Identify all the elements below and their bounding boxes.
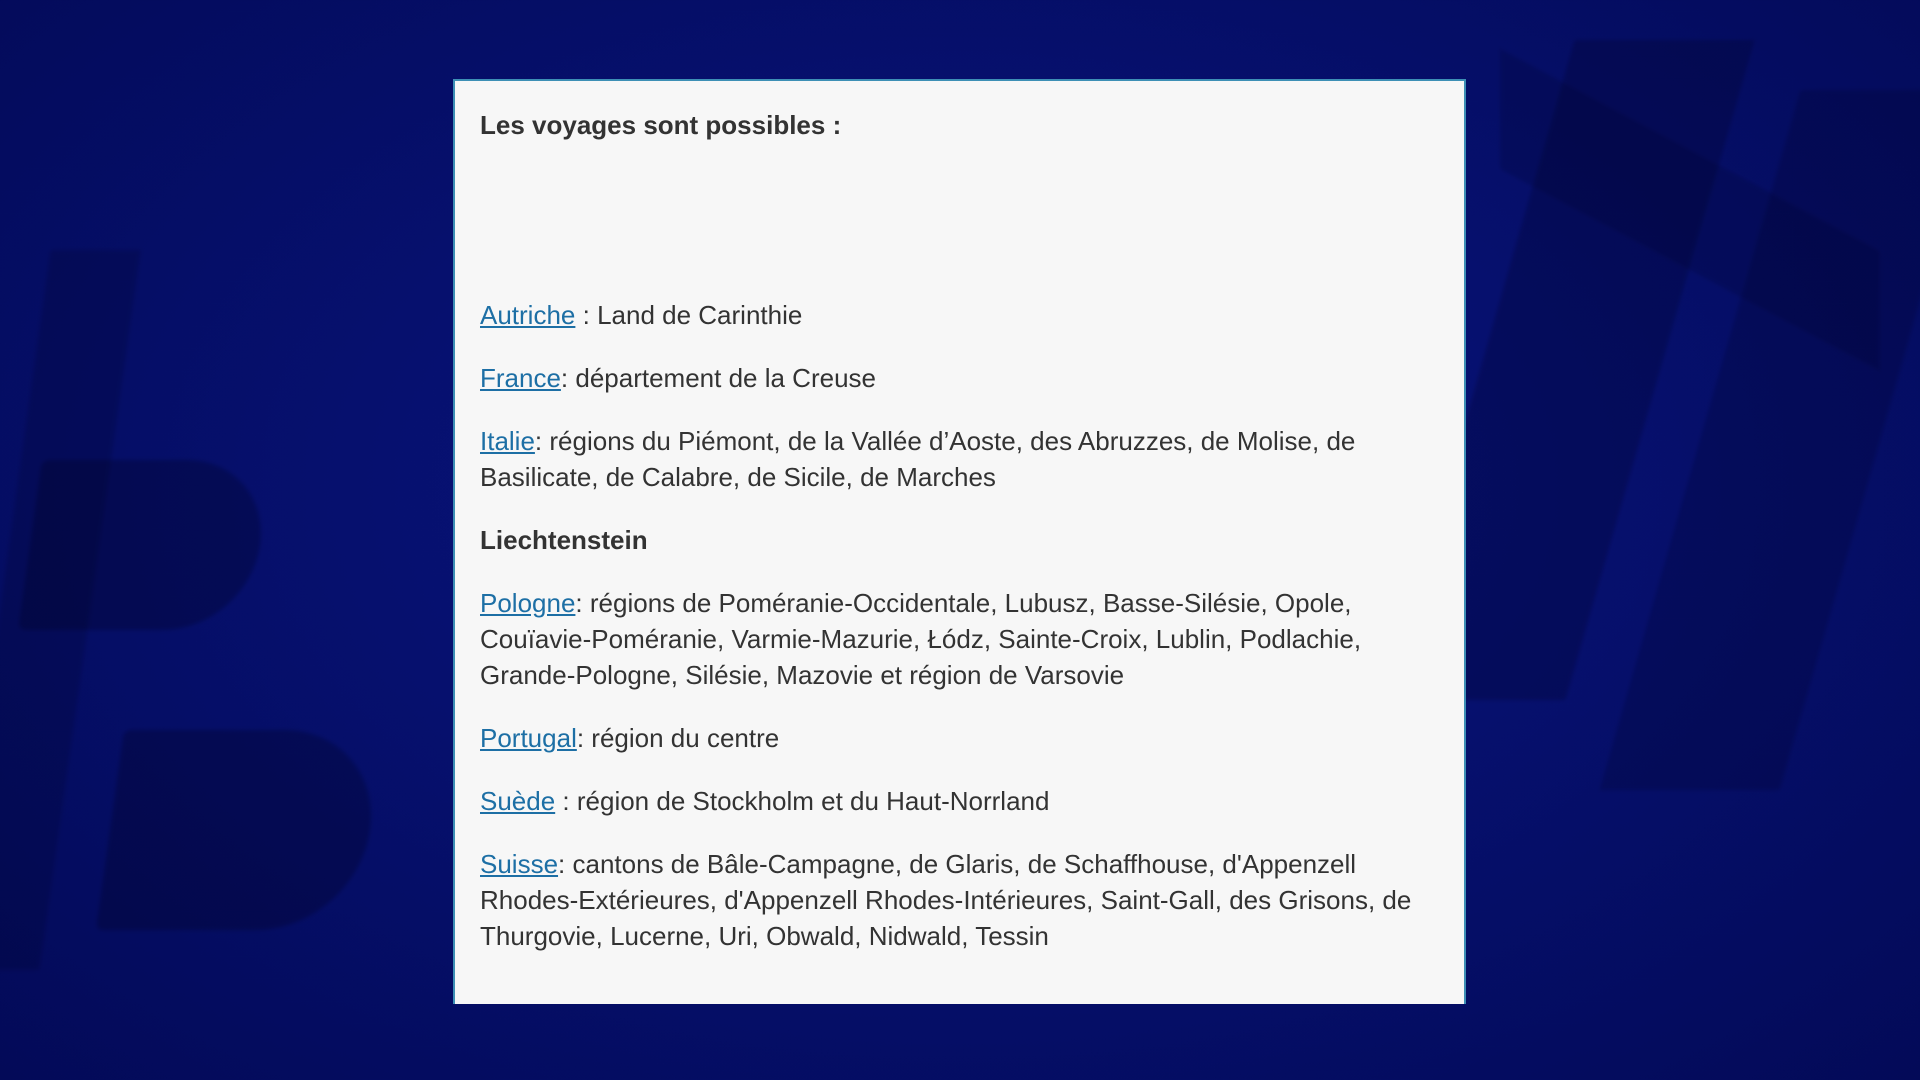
country-label-liechtenstein: Liechtenstein	[480, 525, 648, 555]
entry-autriche	[480, 297, 1440, 333]
country-link-italie[interactable]: Italie	[480, 426, 535, 456]
separator: :	[534, 426, 550, 456]
entry-suisse	[480, 846, 1440, 954]
entry-text: régions du Piémont, de la Vallée d’Aoste, des Abruzzes, de Molise, de Basilicate, de Calabre, de Sicile, de Marches	[480, 426, 1356, 492]
country-link-suisse[interactable]: Suisse	[480, 849, 559, 879]
separator: :	[576, 723, 592, 753]
separator: :	[560, 363, 576, 393]
entry-italie	[480, 423, 1440, 495]
background-letter-b-upper-bowl	[18, 460, 272, 630]
separator: :	[558, 849, 573, 879]
country-link-france[interactable]: France	[480, 363, 561, 393]
separator: :	[575, 300, 598, 330]
country-link-pologne[interactable]: Pologne	[480, 588, 576, 618]
entry-text: région de Stockholm et du Haut-Norrland	[576, 786, 1050, 816]
background-letter-b-lower-bowl	[96, 730, 384, 930]
panel-title: Les voyages sont possibles :	[480, 110, 842, 140]
entry-france	[480, 360, 1440, 396]
country-link-autriche[interactable]: Autriche	[480, 300, 576, 330]
entry-text: Land de Carinthie	[597, 300, 803, 330]
separator: :	[555, 786, 577, 816]
country-link-suede[interactable]: Suède	[480, 786, 556, 816]
entry-suede	[480, 783, 1440, 819]
entry-text: département de la Creuse	[575, 363, 876, 393]
country-link-portugal[interactable]: Portugal	[480, 723, 577, 753]
travel-info-panel	[453, 79, 1466, 1004]
blank-space	[480, 143, 1440, 297]
entry-text: cantons de Bâle-Campagne, de Glaris, de Schaffhouse, d'Appenzell Rhodes-Extérieures, d'Appenzell Rhodes-Intérieures, Saint-Gall, des Grisons, de Thurgovie, Lucerne, Uri, Obwald, Nidwald, Tessin	[480, 849, 1412, 951]
entry-liechtenstein	[480, 522, 1440, 558]
entry-text: régions de Poméranie-Occidentale, Lubusz, Basse-Silésie, Opole, Couïavie-Poméranie, Varmie-Mazurie, Łódz, Sainte-Croix, Lublin, Podlachie, Grande-Pologne, Silésie, Mazovie et région de Varsovie	[480, 588, 1362, 690]
separator: :	[575, 588, 590, 618]
entry-pologne	[480, 585, 1440, 693]
entry-text: région du centre	[591, 723, 780, 753]
entry-portugal	[480, 720, 1440, 756]
